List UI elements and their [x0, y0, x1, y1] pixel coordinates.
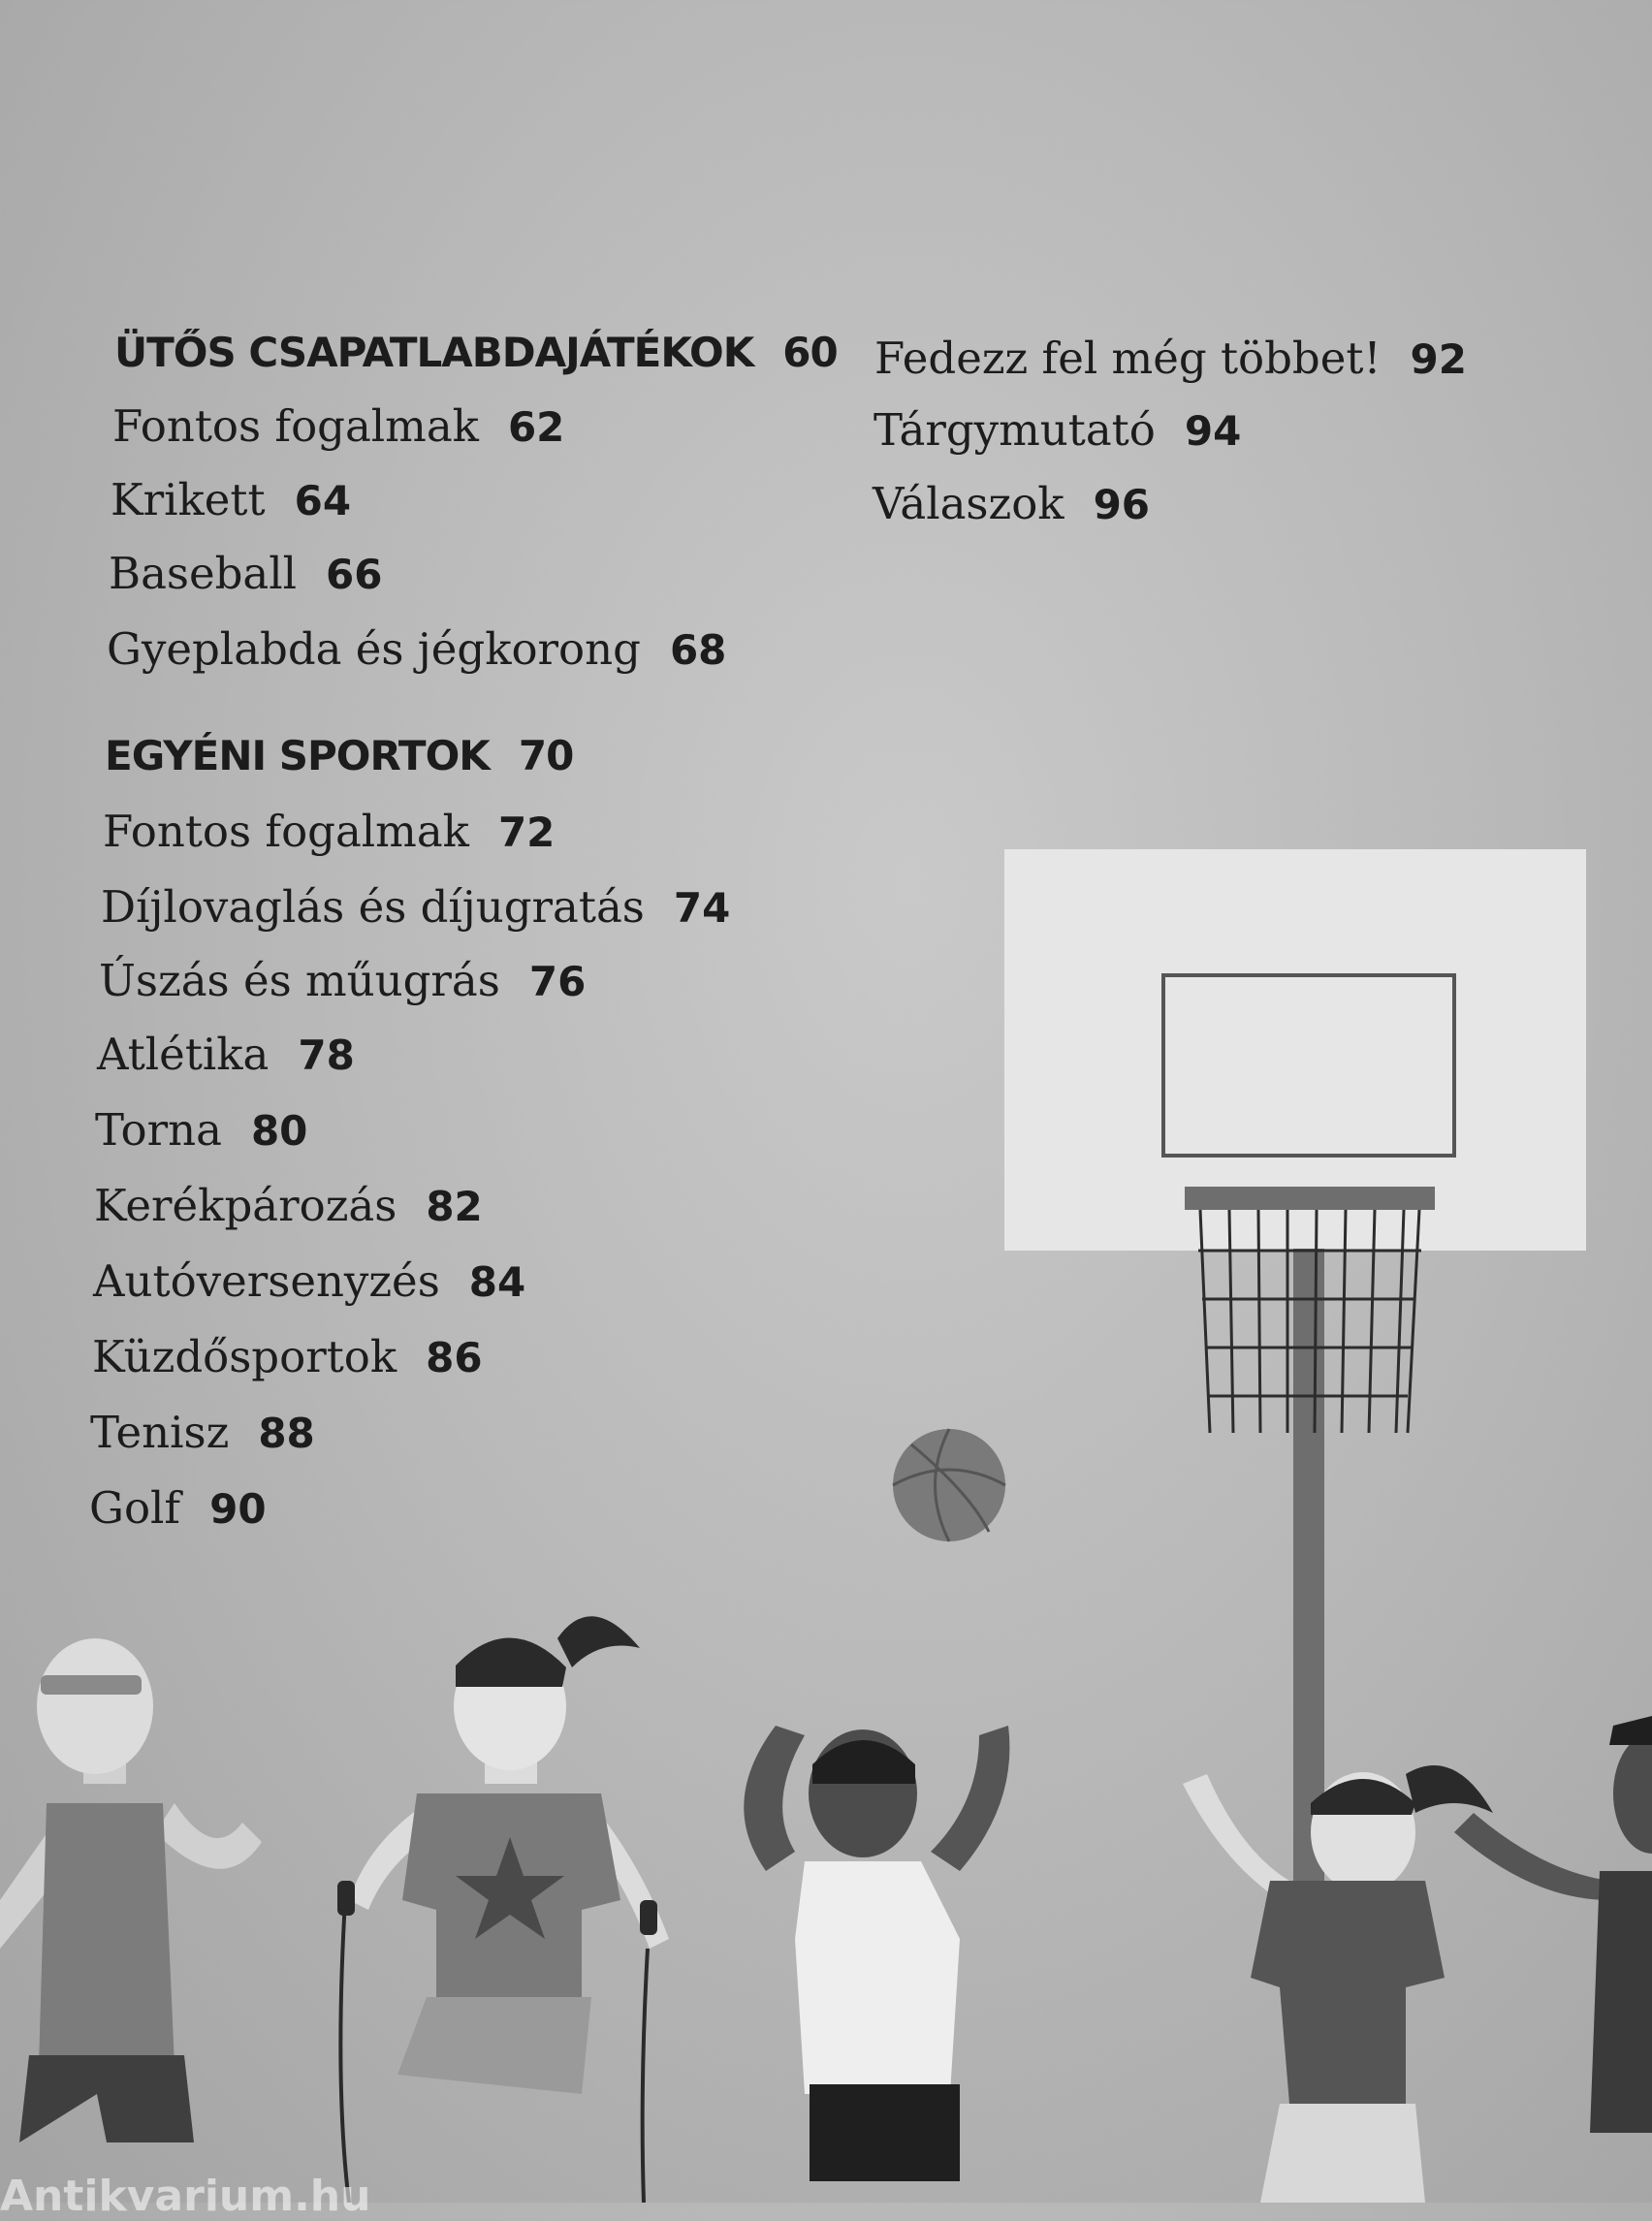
toc-entry: Golf 90: [89, 1482, 267, 1534]
player-older-man: [0, 1638, 262, 2142]
toc-entry: Kerékpározás 82: [94, 1180, 483, 1231]
toc-entry: Díjlovaglás és díjugratás 74: [101, 881, 731, 933]
player-girl-jump-rope: [337, 1616, 669, 2203]
toc-entry: Küzdősportok 86: [92, 1331, 483, 1382]
toc-entry: Krikett 64: [111, 474, 352, 525]
toc-section-heading: EGYÉNI SPORTOK 70: [105, 732, 574, 779]
toc-entry: Válaszok 96: [873, 478, 1151, 529]
toc-entry: Autóversenyzés 84: [93, 1255, 526, 1307]
toc-entry: Fontos fogalmak 72: [103, 806, 556, 857]
toc-entry: Fontos fogalmak 62: [112, 400, 565, 452]
toc-entry: Úszás és műugrás 76: [99, 955, 587, 1006]
hoop-rim: [1185, 1187, 1435, 1210]
player-boy-throwing: [744, 1726, 1009, 2181]
basketball: [893, 1429, 1005, 1541]
toc-section-heading: ÜTŐS CSAPATLABDAJÁTÉKOK 60: [114, 329, 838, 376]
toc-entry: Fedezz fel még többet! 92: [874, 333, 1467, 384]
toc-entry: Baseball 66: [109, 548, 383, 599]
player-girl-by-pole: [1183, 1765, 1493, 2203]
toc-entry: Torna 80: [95, 1104, 308, 1156]
toc-entry: Tárgymutató 94: [874, 404, 1242, 456]
toc-entry: Tenisz 88: [90, 1407, 315, 1458]
watermark: Antikvarium.hu: [0, 2172, 371, 2221]
player-right-edge: [1454, 1716, 1652, 2133]
toc-entry: Atlétika 78: [97, 1029, 355, 1080]
toc-entry: Gyeplabda és jégkorong 68: [107, 623, 727, 675]
